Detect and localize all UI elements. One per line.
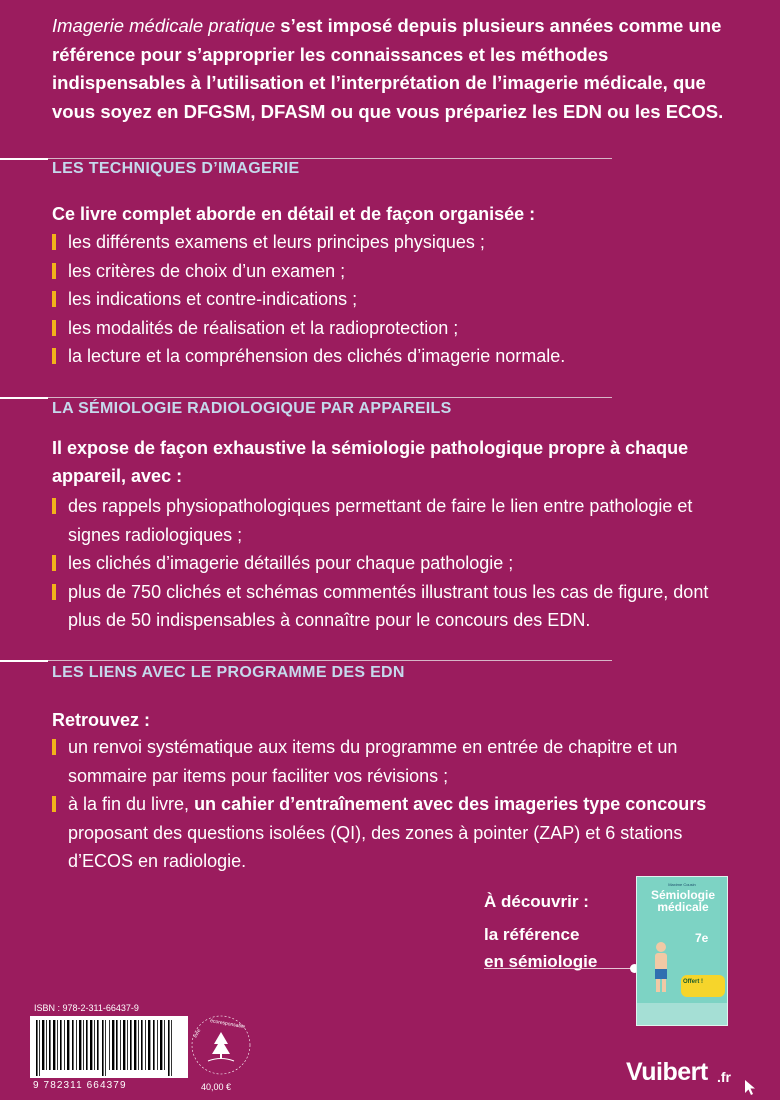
publisher-logo: Vuibert <box>626 1058 708 1086</box>
book-title: Sémiologie médicale <box>650 888 715 914</box>
cover-strip <box>637 1003 727 1026</box>
section-divider <box>0 660 612 661</box>
intro-book-title: Imagerie médicale pratique <box>52 15 276 36</box>
list-edn <box>52 733 742 876</box>
svg-text:écoresponsable: écoresponsable <box>209 1018 246 1031</box>
list-item: les indications et contre-indications ; <box>52 285 742 314</box>
svg-text:livre: livre <box>192 1028 203 1039</box>
list-item-text: à la fin du livre, <box>68 794 195 814</box>
discover-line: la référence <box>484 925 580 944</box>
section-divider <box>0 397 612 398</box>
list-item: les différents examens et leurs principes physiques ; <box>52 228 742 257</box>
offer-text: Offert ! <box>683 979 703 985</box>
list-semiologie <box>52 492 742 635</box>
list-item <box>52 790 742 876</box>
list-item: les clichés d’imagerie détaillés pour chaque pathologie ; <box>52 549 742 578</box>
barcode-icon <box>30 1016 188 1078</box>
figure-illustration <box>649 941 673 993</box>
list-item: les critères de choix d’un examen ; <box>52 257 742 286</box>
discover-block <box>484 888 634 975</box>
section-lead-edn: Retrouvez : <box>52 710 151 730</box>
cursor-icon <box>742 1078 760 1098</box>
book-edition: 7e <box>695 931 709 945</box>
section-title-edn: LES LIENS AVEC LE PROGRAMME DES EDN <box>52 664 405 681</box>
section-lead-semiologie: Il expose de façon exhaustive la sémiologie pathologique propre à chaque appareil, avec : <box>52 438 689 486</box>
list-item: un renvoi systématique aux items du programme en entrée de chapitre et un sommaire par items pour faciliter vos révisions ; <box>52 733 742 790</box>
publisher-logo-suffix: .fr <box>717 1069 731 1085</box>
list-item: les modalités de réalisation et la radioprotection ; <box>52 314 742 343</box>
pointer-line <box>484 968 636 969</box>
section-divider <box>0 158 612 159</box>
barcode-digits: 9 782311 664379 <box>33 1080 127 1091</box>
book-cover-thumbnail <box>636 876 728 1026</box>
list-item-emphasis: un cahier d’entraînement avec des imageries type concours <box>194 794 707 814</box>
section-title-techniques: LES TECHNIQUES D’IMAGERIE <box>52 160 300 177</box>
list-item: des rappels physiopathologiques permettant de faire le lien entre pathologie et signes radiologiques ; <box>52 492 742 549</box>
list-item: la lecture et la compréhension des clichés d’imagerie normale. <box>52 342 742 371</box>
discover-line: en sémiologie <box>484 952 598 971</box>
list-item: plus de 750 clichés et schémas commentés illustrant tous les cas de figure, dont plus de 50 indispensables à connaître pour le concours des EDN. <box>52 578 742 635</box>
eco-responsible-logo-icon <box>190 1014 252 1076</box>
discover-title: À découvrir : <box>484 892 589 911</box>
intro-paragraph <box>52 12 732 126</box>
section-title-semiologie: LA SÉMIOLOGIE RADIOLOGIQUE PAR APPAREILS <box>52 400 452 417</box>
isbn-label: ISBN : 978-2-311-66437-9 <box>34 1003 139 1013</box>
price: 40,00 € <box>201 1082 232 1092</box>
list-techniques <box>52 228 742 371</box>
list-item-text: proposant des questions isolées (QI), des zones à pointer (ZAP) et 6 stations d’ECOS en radiologie. <box>68 822 683 871</box>
book-author: Maxime Cousin <box>668 882 696 887</box>
section-lead-techniques: Ce livre complet aborde en détail et de façon organisée : <box>52 204 536 224</box>
intro-text: s’est imposé depuis plusieurs années comme une référence pour s’approprier les connaissances et les méthodes indispensables à l’utilisation et l’interprétation de l’imagerie médicale, que vous soyez en DFGSM, DFASM ou que vous prépariez les EDN ou les ECOS. <box>52 15 724 122</box>
